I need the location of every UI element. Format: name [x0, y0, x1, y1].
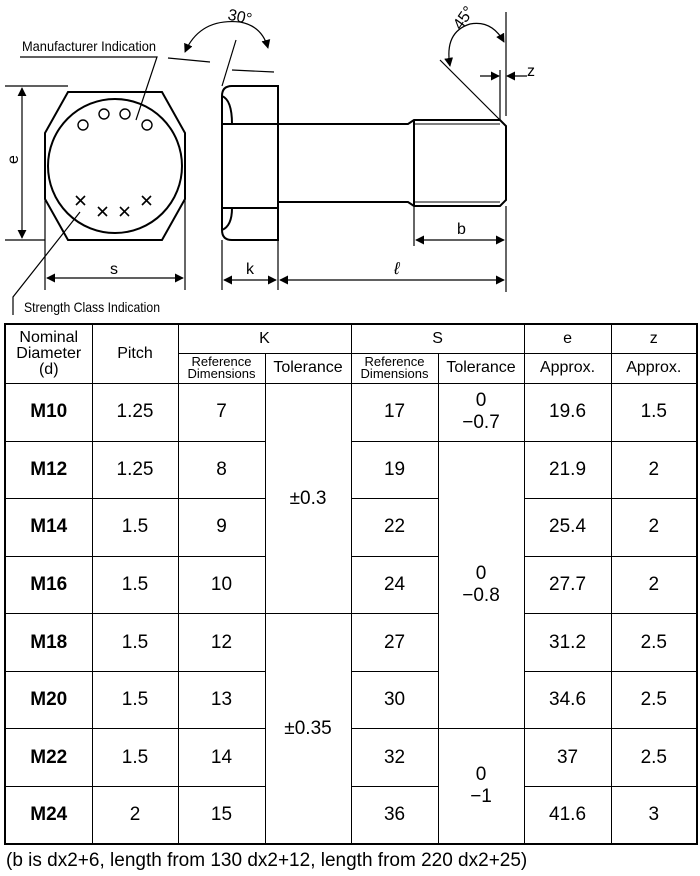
bolt-shank [278, 120, 506, 206]
cell-k-tolerance: ±0.35 [265, 614, 351, 844]
bolt-side-view [222, 86, 506, 240]
cell-s-ref: 19 [351, 441, 438, 499]
header-k: K [178, 324, 351, 353]
cell-size: M12 [5, 441, 92, 499]
cell-k-ref: 13 [178, 671, 265, 729]
strength-label: Strength Class Indication [24, 299, 160, 315]
angle-30-label: 30° [226, 6, 254, 29]
table-row [5, 499, 697, 557]
cell-k-ref: 8 [178, 441, 265, 499]
cell-pitch: 1.5 [92, 614, 178, 672]
cell-size: M10 [5, 384, 92, 442]
z-dimension-label: z [527, 63, 535, 80]
head-end-view [45, 92, 185, 240]
cell-z: 2.5 [611, 614, 697, 672]
table-row [5, 384, 697, 442]
cell-size: M14 [5, 499, 92, 557]
cell-s-tolerance: 0 −1 [438, 729, 524, 844]
cell-z: 2 [611, 499, 697, 557]
cell-s-ref: 30 [351, 671, 438, 729]
header-k-reference: Reference Dimensions [178, 353, 265, 383]
header-e-approx: Approx. [524, 353, 611, 383]
cell-pitch: 1.25 [92, 384, 178, 442]
cell-k-ref: 14 [178, 729, 265, 787]
table-row [5, 441, 697, 499]
cell-s-ref: 32 [351, 729, 438, 787]
header-k-tolerance: Tolerance [265, 353, 351, 383]
cell-s-tolerance: 0 −0.8 [438, 441, 524, 729]
bearing-circle [48, 99, 182, 233]
table-row [5, 786, 697, 844]
cell-s-ref: 27 [351, 614, 438, 672]
b-dimension-label: b [457, 221, 466, 238]
strength-class-marks [76, 196, 151, 216]
cell-e: 25.4 [524, 499, 611, 557]
cell-z: 1.5 [611, 384, 697, 442]
e-dimension-label: e [5, 155, 22, 164]
header-z: z [611, 324, 697, 353]
cell-size: M18 [5, 614, 92, 672]
cell-e: 19.6 [524, 384, 611, 442]
cell-k-tolerance: ±0.3 [265, 384, 351, 614]
manufacturer-label: Manufacturer Indication [22, 38, 156, 54]
cell-size: M16 [5, 556, 92, 614]
header-s-reference: Reference Dimensions [351, 353, 438, 383]
cell-k-ref: 9 [178, 499, 265, 557]
header-nominal-diameter: Nominal Diameter (d) [5, 324, 92, 384]
cell-pitch: 2 [92, 786, 178, 844]
footnote: (b is dx2+6, length from 130 dx2+12, length from 220 dx2+25) [6, 850, 528, 871]
cell-z: 2.5 [611, 729, 697, 787]
cell-pitch: 1.5 [92, 556, 178, 614]
cell-s-ref: 22 [351, 499, 438, 557]
cell-k-ref: 15 [178, 786, 265, 844]
table-row [5, 614, 697, 672]
cell-size: M22 [5, 729, 92, 787]
l-dimension-label: ℓ [394, 259, 400, 278]
spec-table [4, 323, 698, 845]
cell-z: 2 [611, 441, 697, 499]
cell-s-ref: 17 [351, 384, 438, 442]
hex-outline [45, 92, 185, 240]
bolt-drawing [0, 0, 700, 322]
cell-e: 31.2 [524, 614, 611, 672]
cell-s-tolerance: 0 −0.7 [438, 384, 524, 442]
cell-k-ref: 7 [178, 384, 265, 442]
cell-z: 3 [611, 786, 697, 844]
s-dimension-label: s [110, 261, 118, 278]
cell-k-ref: 12 [178, 614, 265, 672]
cell-size: M24 [5, 786, 92, 844]
header-s-tolerance: Tolerance [438, 353, 524, 383]
k-dimension-label: k [246, 261, 254, 278]
table-row [5, 556, 697, 614]
cell-e: 34.6 [524, 671, 611, 729]
header-e: e [524, 324, 611, 353]
cell-size: M20 [5, 671, 92, 729]
manufacturer-leader [20, 57, 157, 120]
angle-45-label: 45° [450, 3, 478, 34]
manufacturer-marks [78, 109, 152, 130]
angle-45-arc [449, 23, 504, 66]
header-s: S [351, 324, 524, 353]
cell-e: 41.6 [524, 786, 611, 844]
cell-s-ref: 36 [351, 786, 438, 844]
cell-z: 2 [611, 556, 697, 614]
cell-pitch: 1.5 [92, 499, 178, 557]
cell-z: 2.5 [611, 671, 697, 729]
angle-30-arc [185, 22, 268, 52]
header-pitch: Pitch [92, 324, 178, 384]
cell-e: 21.9 [524, 441, 611, 499]
cell-pitch: 1.25 [92, 441, 178, 499]
cell-k-ref: 10 [178, 556, 265, 614]
cell-pitch: 1.5 [92, 729, 178, 787]
cell-e: 37 [524, 729, 611, 787]
cell-pitch: 1.5 [92, 671, 178, 729]
cell-e: 27.7 [524, 556, 611, 614]
header-z-approx: Approx. [611, 353, 697, 383]
cell-s-ref: 24 [351, 556, 438, 614]
table-row [5, 729, 697, 787]
table-row [5, 671, 697, 729]
